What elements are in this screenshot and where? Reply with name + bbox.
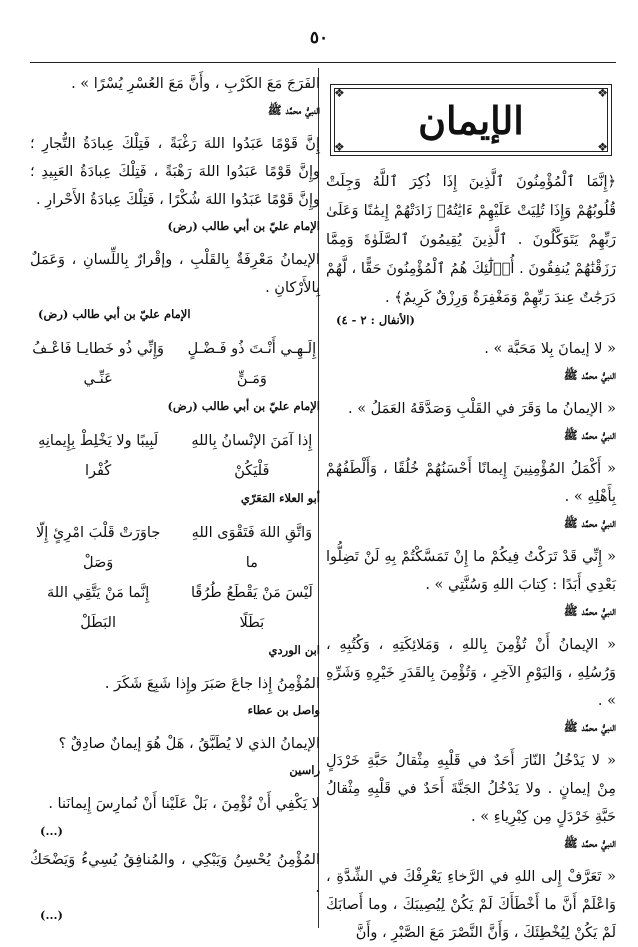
source-attribution: واصل بن عطاء <box>247 703 320 717</box>
quote-text: الإيمانُ مَعْرِفَةٌ بِالقَلْبِ ، وإقْرارٌ بِاللِّسانِ ، وَعَمَلٌ بِالأَرْكانِ . <box>30 252 320 296</box>
quran-reference: (الأنفال : ٢ - ٤) <box>336 313 415 327</box>
hadith-text: « إِنِّي قَدْ تَرَكْتُ فِيكُمْ ما إِنْ تَمَسَّكْتُمْ بِهِ لَنْ تَضِلُّوا بَعْدِي أَبَدًا : كِتابَ اللهِ وَسُنَّتِي » . <box>326 549 616 593</box>
source-attribution: النبيُّ محمَّد ﷺ <box>563 368 616 382</box>
ornament-icon: ❖ <box>334 86 345 100</box>
source-attribution: أبو العلاء المَعَرّي <box>240 491 320 505</box>
source-attribution: النبيُّ محمَّد ﷺ <box>563 720 616 734</box>
poem-line <box>30 578 320 638</box>
page-number: ٥٠ <box>309 28 329 48</box>
left-column <box>30 70 320 930</box>
hadith-text: « الإيمانُ أَنْ تُؤْمِنَ بِاللهِ ، وَمَلائِكَتِهِ ، وَكُتُبِهِ ، وَرُسُلِهِ ، وَاليَوْمِ الآخِرِ ، وَتُؤْمِنَ بِالقَدَرِ خَيْرِهِ وَشَرِّهِ » . <box>326 637 616 709</box>
hemistich: وَاتَّقِ اللهَ فَتَقْوَى اللهِ ما <box>191 525 313 571</box>
quote-text: المُؤْمِنُ إِذا جاعَ صَبَرَ وإِذا شَبِعَ شَكَرَ . <box>104 676 320 692</box>
source-attribution: الإمام عليّ بن أبي طالب (رض) <box>167 399 320 413</box>
source-attribution: النبيُّ محمَّد ﷺ <box>563 428 616 442</box>
hadith-text: « لا إيمانَ بِلا مَحَبَّة » . <box>484 341 616 357</box>
hemistich: إِلَـهِـي أَنْـتَ ذُو فَـضْـلٍ وَمَـنٍّ <box>187 341 317 387</box>
source-attribution: النبيُّ محمَّد ﷺ <box>563 836 616 850</box>
quote-text: المُؤْمِنُ يُحْسِنُ وَيَبْكِي ، والمُنافِقُ يُسِيءُ وَيَضْحَكُ . <box>30 852 320 896</box>
hemistich: جاوَرَتْ قَلْبَ امْرِئٍ إِلّا وَصَلْ <box>36 525 161 571</box>
poem-line <box>30 334 320 394</box>
hemistich: إِنَّما مَنْ يَتَّقِي اللهَ البَطَلْ <box>46 585 150 631</box>
unknown-source: (...) <box>40 824 63 838</box>
source-attribution: النبيُّ محمَّد ﷺ <box>563 604 616 618</box>
continued-text: الفَرَجَ مَعَ الكَرْبِ ، وأَنَّ مَعَ العُسْرِ يُسْرًا » . <box>71 76 320 92</box>
header-rule <box>30 62 616 63</box>
source-attribution: الإمام عليّ بن أبي طالب (رض) <box>38 307 191 321</box>
chapter-title: الإيمان <box>418 97 524 143</box>
hadith-text: « أَكْمَلُ المُؤْمِنِينَ إِيمانًا أَحْسَنُهُمْ خُلُقًا ، وَأَلْطَفُهُمْ بِأَهْلِهِ » . <box>326 461 616 505</box>
ornament-icon: ❖ <box>334 140 345 154</box>
source-attribution: راسين <box>289 763 320 777</box>
poem-line <box>30 426 320 486</box>
source-attribution: ابن الوردي <box>268 643 320 657</box>
hadith-text: « الإيمانُ ما وَقَرَ في القَلْبِ وَصَدَّقَهُ العَمَلُ » . <box>347 401 616 417</box>
quote-text: الإيمانُ الذي لا يُطَبَّقُ ، هَلْ هُوَ إيمانٌ صادِقٌ ؟ <box>58 736 320 752</box>
source-attribution: الإمام عليّ بن أبي طالب (رض) <box>167 219 320 233</box>
quote-text: إِنَّ قَوْمًا عَبَدُوا اللهَ رَغْبَةً ، فَتِلْكَ عِبادَةُ التُّجارِ ؛ وإِنَّ قَوْمًا عَبَدُوا اللهَ رَهْبَةً ، فَتِلْكَ عِبادَةُ العَبِيدِ ؛ وإِنَّ قَوْمًا عَبَدُوا اللهَ شُكْرًا ، فَتِلْكَ عِبادَةُ الأَحْرارِ . <box>30 136 320 208</box>
hadith-text: « تَعَرَّفْ إِلى اللهِ في الرَّخاءِ يَعْرِفْكَ في الشِّدَّةِ ، وَاعْلَمْ أَنَّ ما أَخْطَأَكَ لَمْ يَكُنْ لِيُصِيبَكَ ، وما أَصابَكَ لَمْ يَكُنْ لِيُخْطِئَكَ ، وَأَنَّ النَّصْرَ مَعَ الصَّبْرِ ، وأَنَّ <box>326 869 616 941</box>
poem-line <box>30 518 320 578</box>
ornament-icon: ❖ <box>597 86 608 100</box>
source-attribution: النبيُّ محمَّد ﷺ <box>563 516 616 530</box>
quote-text: لا يَكْفِي أَنْ نُؤْمِنَ ، بَلْ عَلَيْنا أَنْ نُمارِسَ إِيمانَنا . <box>48 796 320 812</box>
hemistich: لَبِيبًا ولا يَخْلِطْ بِإِيمانِهِ كُفْرا <box>38 433 159 479</box>
hemistich: وَإِنِّي ذُو خَطايـا فَاعْـفُ عَنِّـي <box>32 341 164 387</box>
right-column <box>326 70 616 947</box>
hemistich: لَيْسَ مَنْ يَقْطَعُ طُرُقًا بَطَلًا <box>190 585 313 631</box>
unknown-source: (...) <box>40 908 63 922</box>
hadith-text: « لا يَدْخُلُ النّارَ أَحَدٌ في قَلْبِهِ مِثْقالُ حَبَّةِ خَرْدَلٍ مِنْ إيمانٍ . ولا يَدْخُلُ الجَنَّةَ أَحَدٌ في قَلْبِهِ مِثْقالُ حَبَّةِ خَرْدَلٍ مِن كِبْرِياءِ » . <box>326 753 616 825</box>
hemistich: إِذا آمَنَ الإنْسانُ بِاللهِ فَلْيَكُنْ <box>191 433 313 479</box>
title-frame <box>330 84 612 156</box>
source-attribution: النبيُّ محمَّد ﷺ <box>267 103 320 117</box>
ornament-icon: ❖ <box>597 140 608 154</box>
quran-verse: ﴿إِنَّمَا ٱلْمُؤْمِنُونَ ٱلَّذِينَ إِذَا ذُكِرَ ٱللَّهُ وَجِلَتْ قُلُوبُهُمْ وَإِذَا تُلِيَتْ عَلَيْهِمْ ءَايَٰتُهُۥ زَادَتْهُمْ إِيمَٰنًا وَعَلَىٰ رَبِّهِمْ يَتَوَكَّلُونَ . ٱلَّذِينَ يُقِيمُونَ ٱلصَّلَوٰةَ وَمِمَّا رَزَقْنَٰهُمْ يُنفِقُونَ . أُو۟لَٰٓئِكَ هُمُ ٱلْمُؤْمِنُونَ حَقًّا ، لَّهُمْ دَرَجَٰتٌ عِندَ رَبِّهِمْ وَمَغْفِرَةٌ وَرِزْقٌ كَرِيمٌ﴾ . <box>326 174 616 306</box>
